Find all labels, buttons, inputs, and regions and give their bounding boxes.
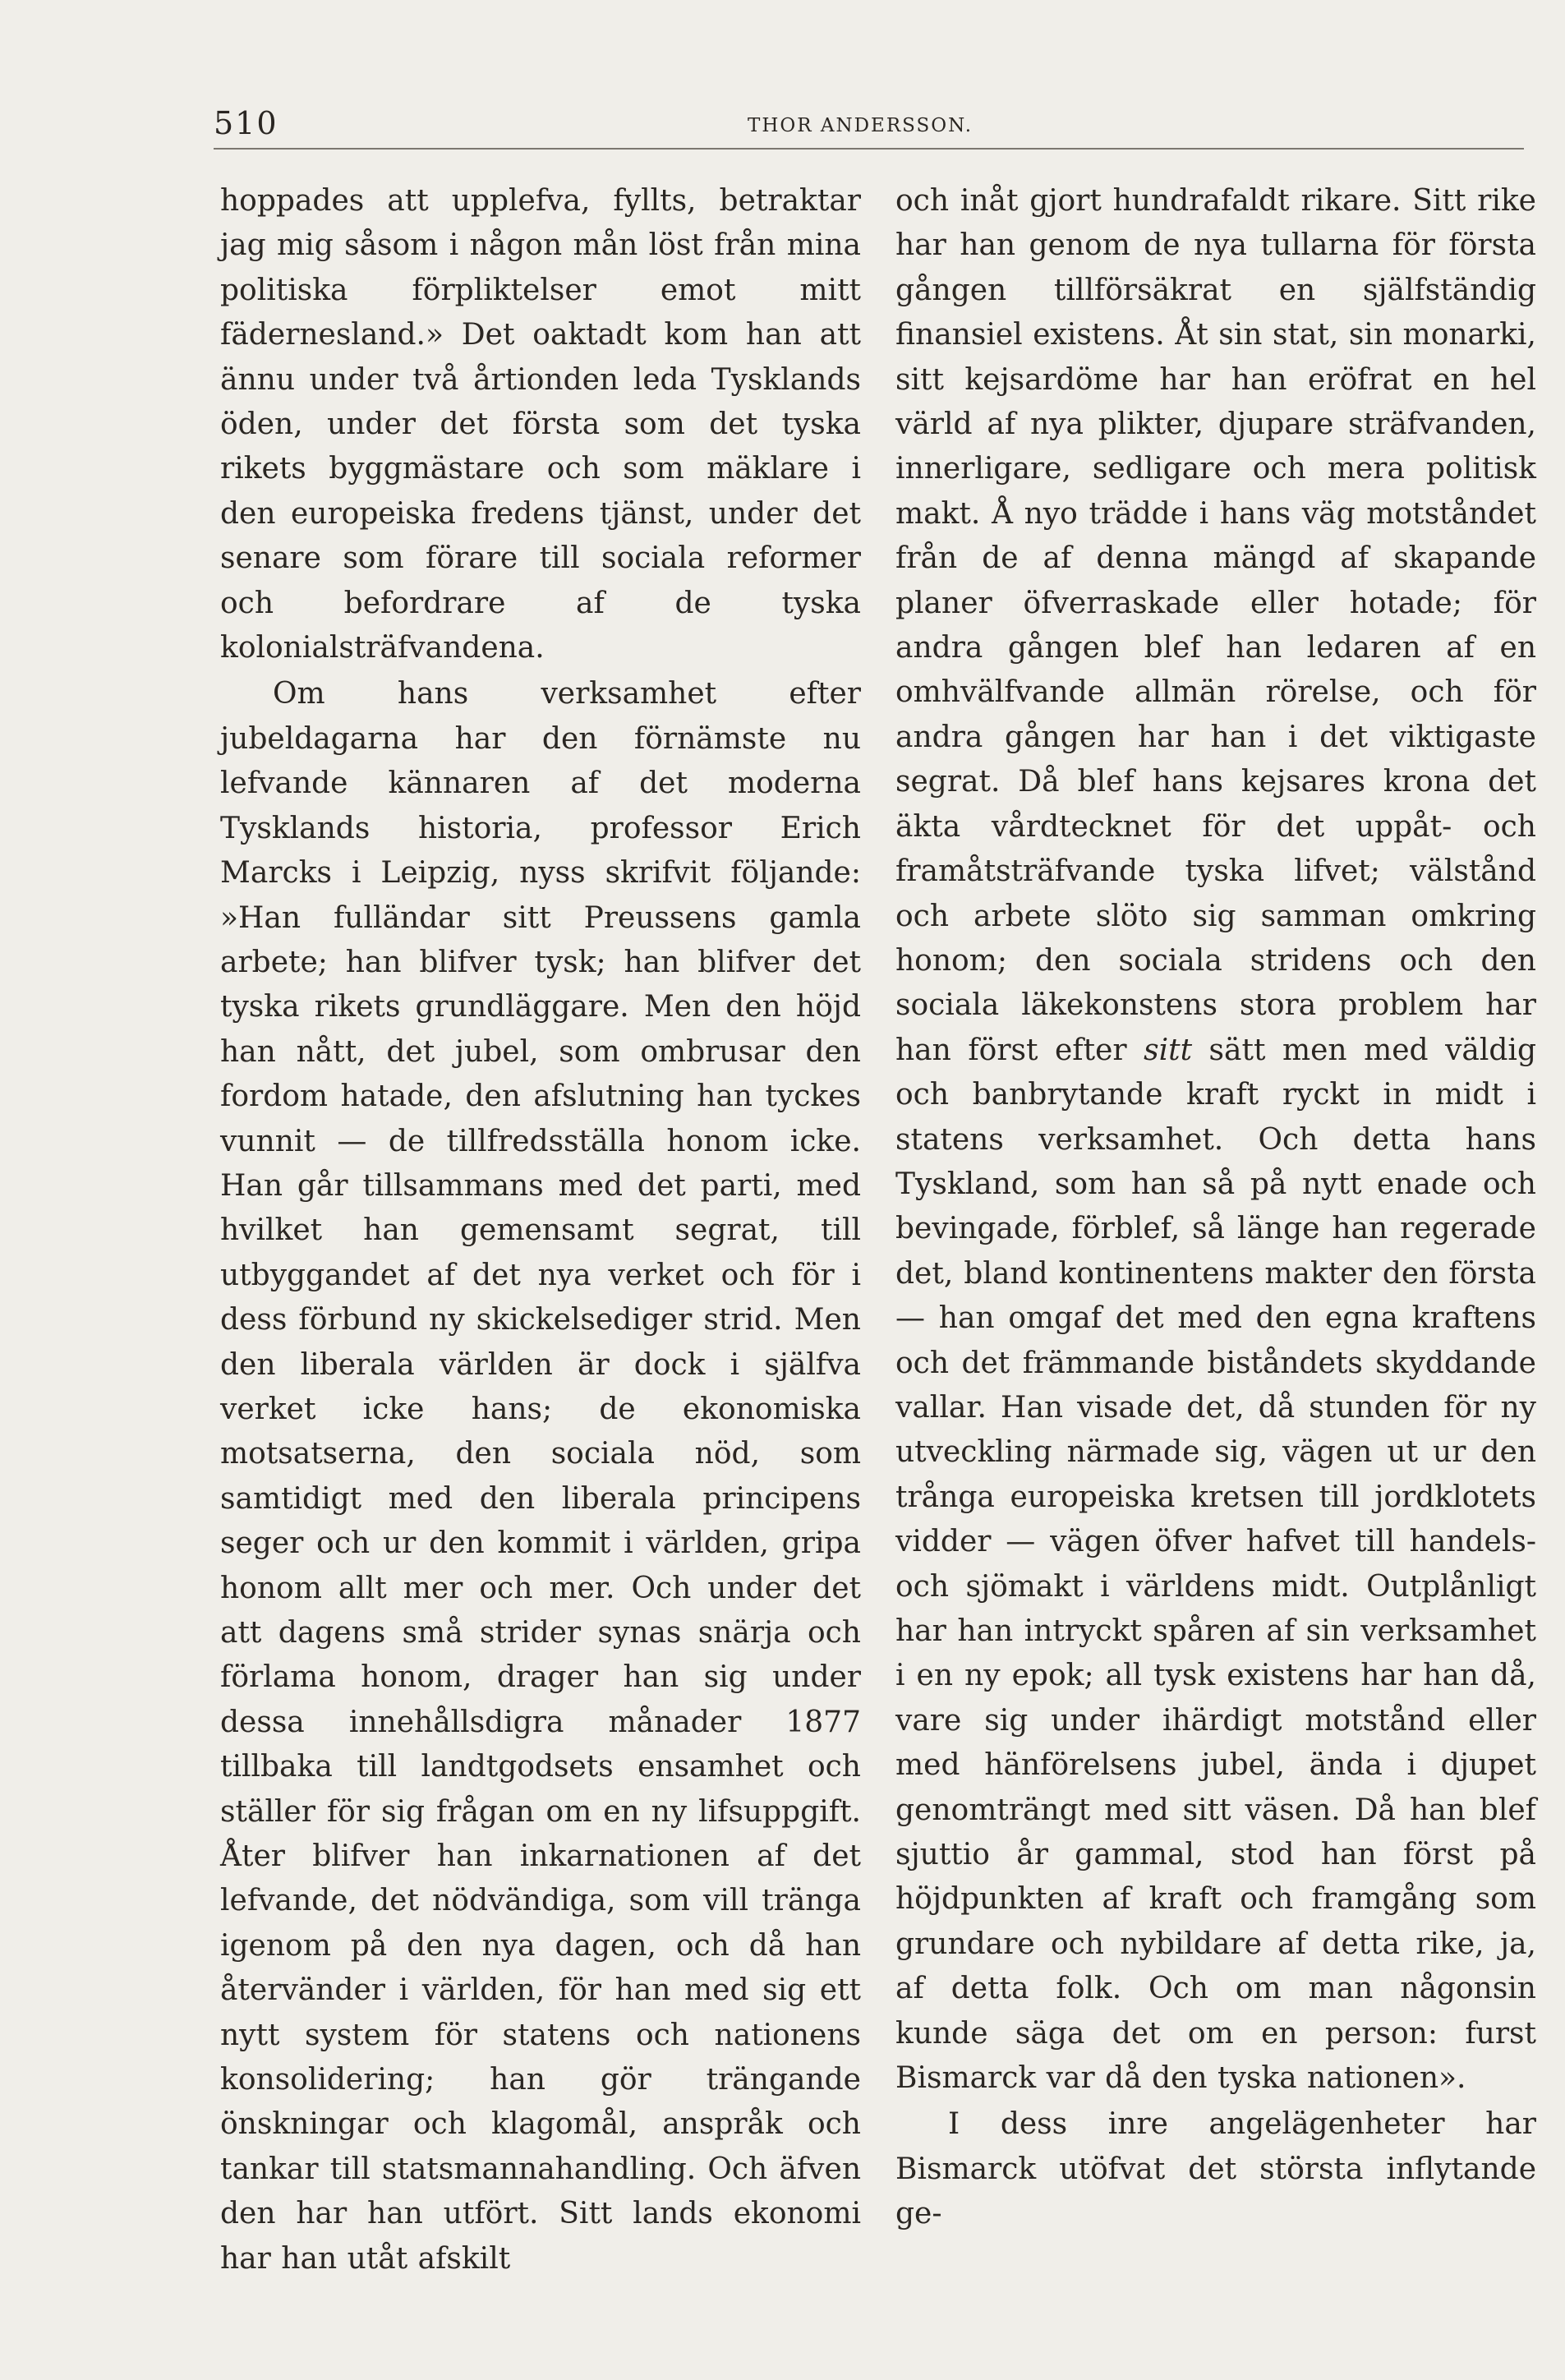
- left-column: [220, 179, 861, 2281]
- page-header: [214, 105, 1524, 154]
- paragraph: Om hans verksamhet efter jubeldagarna har den förnämste nu lefvande kännaren af det moderna Tysklands historia, professor Erich Marcks i Leipzig, nyss skrifvit följande: »Han fulländar sitt Preussens gamla arbete; han blifver tysk; han blifver det tyska rikets grundläggare. Men den höjd han nått, det jubel, som ombrusar den fordom hatade, den afslutning han tyckes vunnit — de tillfredsställa honom icke. Han går tillsammans med det parti, med hvilket han gemensamt segrat, till utbyggandet af det nya verket och för i dess förbund ny skickelsediger strid. Men den liberala världen är dock i själfva verket icke hans; de ekonomiska motsatserna, den sociala nöd, som samtidigt med den liberala principens seger och ur den kommit i världen, gripa honom allt mer och mer. Och under det att dagens små strider synas snärja och förlama honom, drager han sig under dessa innehållsdigra månader 1877 tillbaka till landtgodsets ensamhet och ställer för sig frågan om en ny lifsuppgift. Åter blifver han inkarnationen af det lefvande, det nödvändiga, som vill tränga igenom på den nya dagen, och då han återvänder i världen, för han med sig ett nytt system för statens och nationens konsolidering; han gör trängande önskningar och klagomål, anspråk och tankar till statsmannahandling. Och äfven den har han utfört. Sitt lands ekonomi har han utåt afskilt: [220, 677, 861, 2276]
- paragraph: I dess inre angelägenheter har Bismarck utöfvat det största inflytande ge-: [895, 2107, 1536, 2231]
- running-title: THOR ANDERSSON.: [748, 115, 974, 136]
- paragraph: [895, 179, 1536, 2101]
- paragraph: hoppades att upplefva, fyllts, betraktar jag mig såsom i någon mån löst från mina politiska förpliktelser emot mitt fädernesland.» Det oaktadt kom han att ännu under två årtionden leda Tysklands öden, under det första som det tyska rikets byggmästare och som mäklare i den europeiska fredens tjänst, under det senare som förare till sociala reformer och befordrare af de tyska kolonialsträfvandena.: [220, 184, 861, 665]
- right-column: [895, 179, 1536, 2237]
- emphasized-word: sitt: [1144, 1033, 1193, 1067]
- text-run: och inåt gjort hundrafaldt rikare. Sitt rike har han genom de nya tullarna för första gången tillförsäkrat en själfständig finansiel existens. Åt sin stat, sin monarki, sitt kejsardöme har han eröfrat en hel värld af nya plikter, djupare sträfvanden, innerligare, sedligare och mera politisk makt. Å nyo trädde i hans väg motståndet från de af denna mängd af skapande planer öfverraskade eller hotade; för andra gången blef han ledaren af en omhvälfvande allmän rörelse, och för andra gången har han i det viktigaste segrat. Då blef hans kejsares krona det äkta vårdtecknet för det uppåt- och framåtsträfvande tyska lifvet; välstånd och arbete slöto sig samman omkring honom; den sociala stridens och den sociala läkekonstens stora problem har han först efter: [895, 184, 1536, 1067]
- text-run: sätt men med väldig och banbrytande kraft ryckt in midt i statens verksamhet. Och detta hans Tyskland, som han så på nytt enade och bevingade, förblef, så länge han regerade det, bland kontinentens makter den första — han omgaf det med den egna kraftens och det främmande biståndets skyddande vallar. Han visade det, då stunden för ny utveckling närmade sig, vägen ut ur den trånga europeiska kretsen till jordklotets vidder — vägen öfver hafvet till handels- och sjömakt i världens midt. Outplånligt har han intryckt spåren af sin verksamhet i en ny epok; all tysk existens har han då, vare sig under ihärdigt motstånd eller med hänförelsens jubel, ända i djupet genomträngt med sitt väsen. Då han blef sjuttio år gammal, stod han först på höjdpunkten af kraft och framgång som grundare och nybildare af detta rike, ja, af detta folk. Och om man någonsin kunde säga det om en person: furst Bismarck var då den tyska nationen».: [895, 1033, 1536, 2096]
- page-number: 510: [214, 105, 278, 141]
- header-rule: [214, 148, 1524, 150]
